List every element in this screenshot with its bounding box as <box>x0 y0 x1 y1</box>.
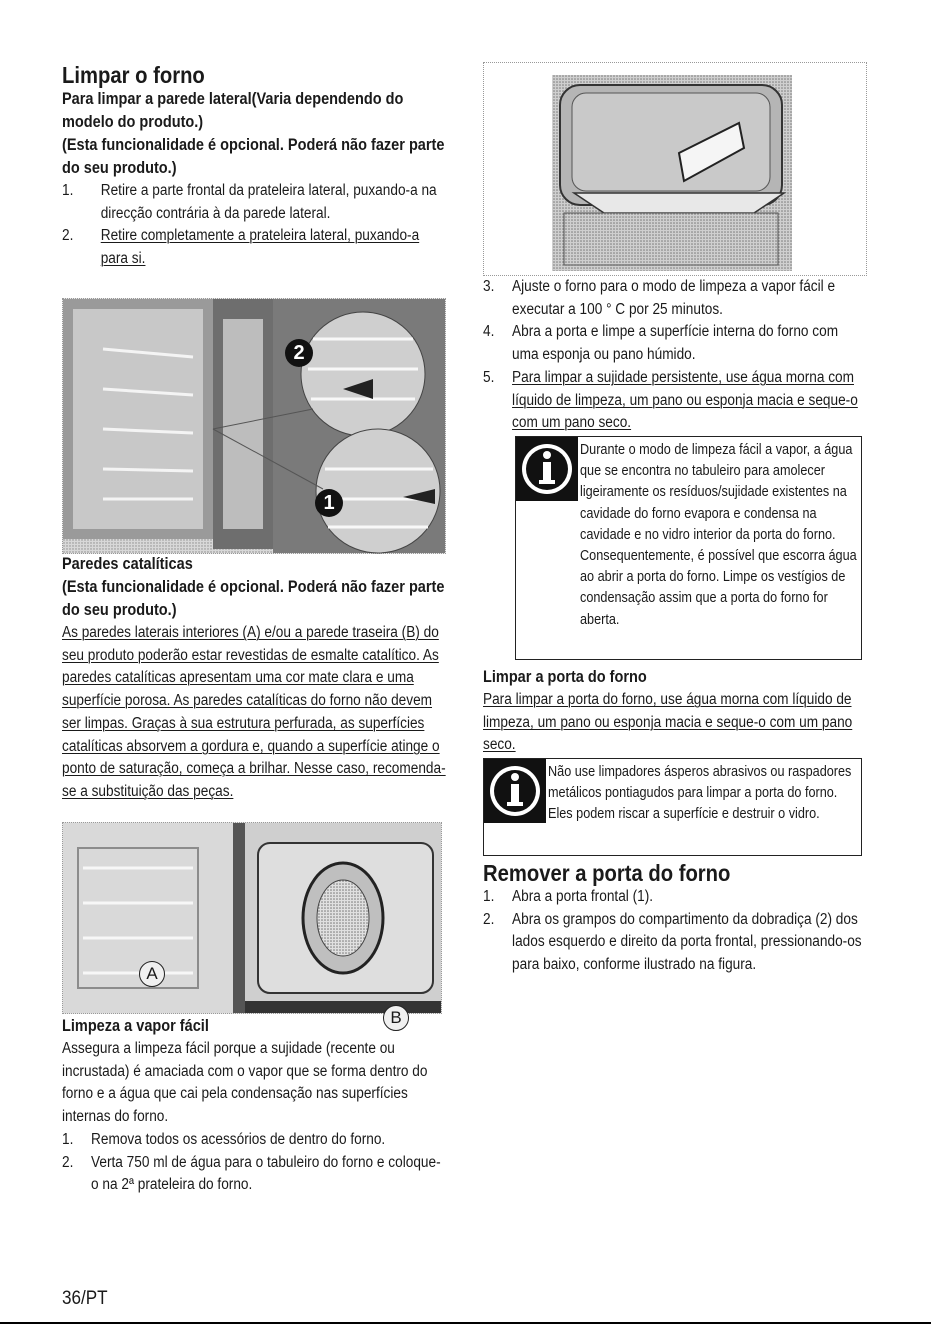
right-text-block-3 <box>483 860 868 977</box>
list-item: 5. Para limpar a sujidade persistente, use água morna com líquido de limpeza, um pano ou esponja macia e seque-o com um pano seco. <box>483 368 858 432</box>
left-column <box>62 62 447 1194</box>
catalytic-title: Paredes catalíticas <box>62 555 193 573</box>
oven-tray-figure <box>483 62 867 276</box>
optional-feature-note-1: (Esta funcionalidade é opcional. Poderá não fazer parte do seu produto.) <box>62 136 445 177</box>
side-wall-subtitle: Para limpar a parede lateral(Varia dependendo do modelo do produto.) <box>62 90 404 131</box>
list-item: 1. Retire a parte frontal da prateleira lateral, puxando-a na direcção contrária à da parede lateral. <box>62 182 437 222</box>
info-note-abrasives <box>483 758 862 856</box>
info-note-condensation <box>515 436 862 660</box>
right-text-block-2 <box>483 666 868 757</box>
info-note-text-2: Não use limpadores ásperos abrasivos ou raspadores metálicos pontiagudos para limpar a porta do forno. Eles podem riscar a superfície e destruir o vidro. <box>548 764 852 823</box>
steam-clean-title: Limpeza a vapor fácil <box>62 1017 209 1035</box>
list-item: 2. Abra os grampos do compartimento da dobradiça (2) dos lados esquerdo e direito da porta frontal, pressionando-os para baixo, conforme ilustrado na figura. <box>483 910 862 974</box>
catalytic-body: As paredes laterais interiores (A) e/ou a parede traseira (B) do seu produto poderão estar revestidas de esmalte catalítico. As paredes catalíticas apresentam uma cor mate clara e uma superfície porosa. As paredes catalíticas do forno não devem ser limpas. Graças à sua estrutura perfurada, as superfícies catalíticas absorvem a gordura e, quando a superfície atinge o ponto de saturação, começa a brilhar. Nesse caso, recomenda-se a substituição das peças. <box>62 624 446 800</box>
list-item: 4. Abra a porta e limpe a superfície interna do forno com uma esponja ou pano húmido. <box>483 323 839 364</box>
shelf-removal-illustration <box>63 299 445 553</box>
list-item: 2. Retire completamente a prateleira lateral, puxando-a para si. <box>62 227 420 268</box>
optional-feature-note-2: (Esta funcionalidade é opcional. Poderá não fazer parte do seu produto.) <box>62 578 445 619</box>
right-text-block-1 <box>483 276 868 435</box>
callout-1-badge: 1 <box>315 489 343 517</box>
info-icon-graphic <box>516 437 578 501</box>
steam-clean-body: Assegura a limpeza fácil porque a sujidade (recente ou incrustada) é amaciada com o vapor que se forma dentro do forno e a água que cai pela condensação nas superfícies internas do forno. <box>62 1040 428 1126</box>
info-note-text-1: Durante o modo de limpeza fácil a vapor, a água que se encontra no tabuleiro para amolecer ligeiramente os resíduos/sujidade existentes na cavidade do forno evapora e condensa na cavidade e no vidro interior da porta do forno. Consequentemente, é possível que escorra água ao abrir a porta do forno. Limpe os vestígios de condensação assim que a porta do forno for aberta. <box>580 442 857 628</box>
list-item: 1. Abra a porta frontal (1). <box>483 888 654 905</box>
steam-steps <box>62 1129 447 1197</box>
left-text-block-2 <box>62 553 447 804</box>
list-item: 2. Verta 750 ml de água para o tabuleiro do forno e coloque-o na 2ª prateleira do forno. <box>62 1153 441 1194</box>
catalytic-walls-illustration <box>63 823 441 1013</box>
steam-steps-continued <box>483 276 868 435</box>
section-title-clean-oven: Limpar o forno <box>62 62 205 88</box>
left-text-block-3 <box>62 1015 447 1197</box>
page-number: 36/PT <box>62 1288 108 1309</box>
oven-tray-illustration <box>484 63 866 275</box>
door-clean-title: Limpar a porta do forno <box>483 668 647 686</box>
list-item: 3. Ajuste o forno para o modo de limpeza a vapor fácil e executar a 100 ° C por 25 minutos. <box>483 278 836 318</box>
info-icon <box>484 759 546 823</box>
remove-door-steps <box>483 886 868 977</box>
left-text-block-1 <box>62 62 447 271</box>
section-title-remove-door: Remover a porta do forno <box>483 860 731 886</box>
shelf-removal-figure <box>62 298 446 554</box>
label-b-badge: B <box>383 1005 409 1031</box>
label-a-badge: A <box>139 961 165 987</box>
door-clean-body: Para limpar a porta do forno, use água morna com líquido de limpeza, um pano ou esponja macia e seque-o com um pano seco. <box>483 691 853 754</box>
info-icon-graphic <box>484 759 546 823</box>
callout-2-badge: 2 <box>285 339 313 367</box>
side-wall-steps <box>62 180 447 271</box>
list-item: 1. Remova todos os acessórios de dentro do forno. <box>62 1130 386 1148</box>
info-icon <box>516 437 578 501</box>
